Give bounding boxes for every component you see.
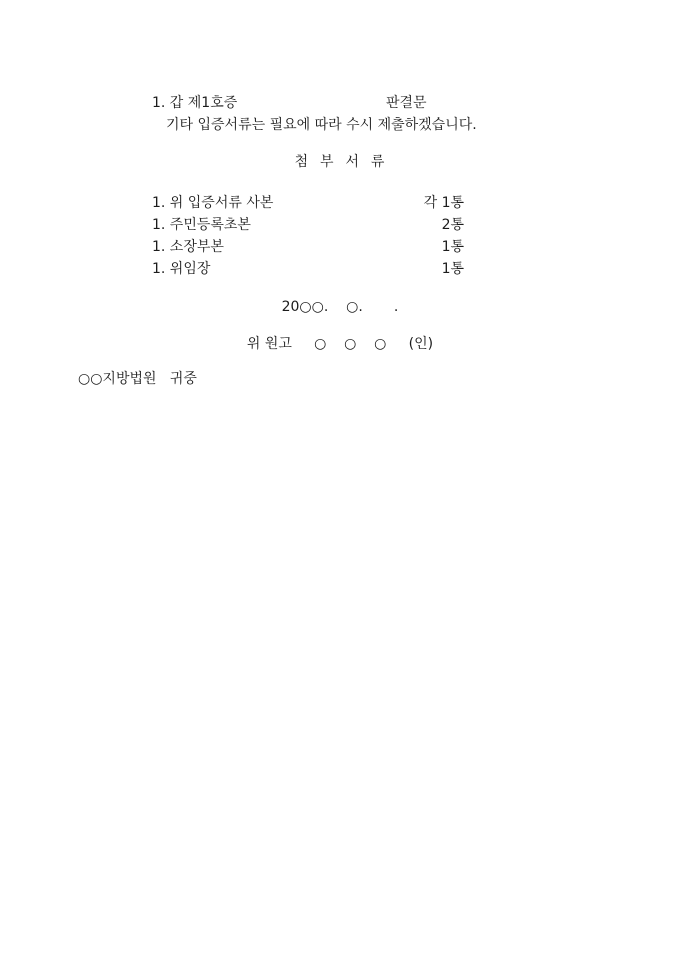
attachment-count: 1통: [441, 239, 464, 255]
attachments-heading: 첨 부 서 류: [294, 154, 386, 170]
date-line: 20○○. ○. .: [281, 299, 399, 315]
evidence-note: 기타 입증서류는 필요에 따라 수시 제출하겠습니다.: [166, 117, 477, 133]
attachment-count: 각 1통: [423, 195, 464, 211]
attachment-count: 1통: [441, 261, 464, 277]
attachment-row: [152, 262, 464, 277]
signature-line: 위 원고 ○ ○ ○ (인): [246, 336, 434, 352]
attachment-label: 1. 소장부본: [152, 239, 224, 255]
evidence-item-label: 1. 갑 제1호증: [152, 95, 238, 111]
attachment-label: 1. 위 입증서류 사본: [152, 195, 274, 211]
attachment-label: 1. 위임장: [152, 261, 211, 277]
attachment-count: 2통: [441, 217, 464, 233]
court-line: ○○지방법원 귀중: [78, 371, 197, 387]
attachment-row: [152, 218, 464, 233]
attachment-label: 1. 주민등록초본: [152, 217, 251, 233]
attachment-row: [152, 240, 464, 255]
attachment-row: [152, 196, 464, 211]
evidence-item-value: 판결문: [386, 95, 427, 111]
